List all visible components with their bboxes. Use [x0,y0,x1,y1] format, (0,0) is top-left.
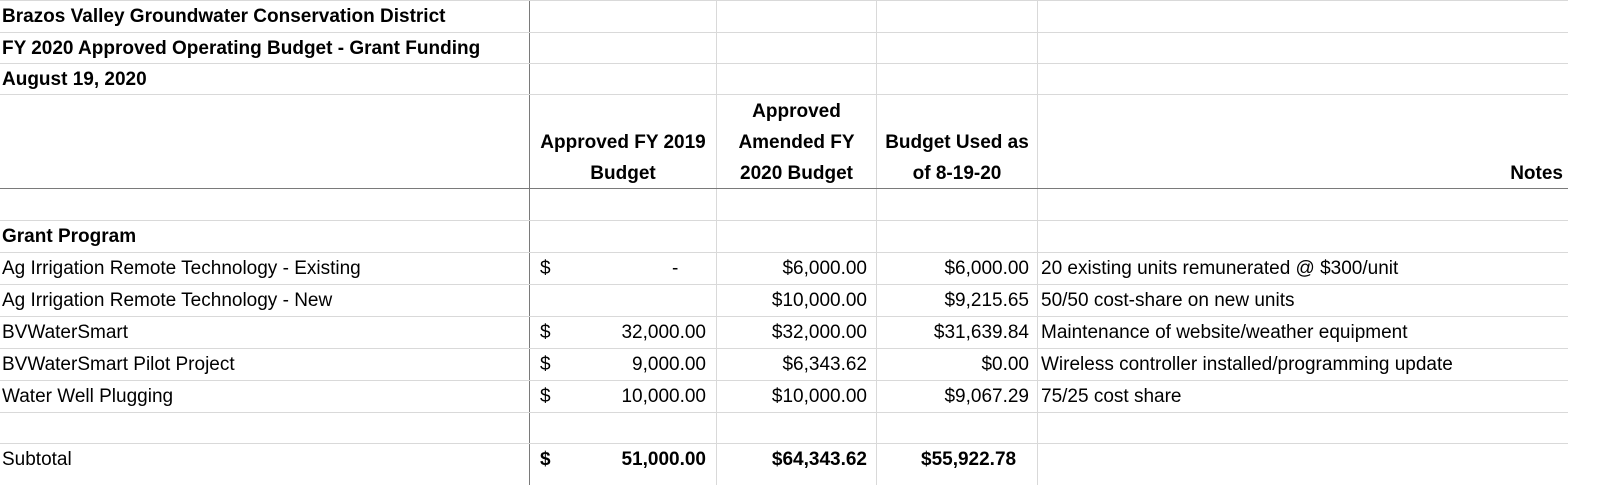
header-fy2020-line-1: Approved [752,101,841,122]
row-dollar-sign: $ [540,354,551,375]
row-fy2020: $6,000.00 [782,258,867,279]
row-fy2019: 10,000.00 [621,386,706,407]
row-dollar-sign: $ [540,322,551,343]
header-fy2019-line-1: Approved FY 2019 [540,132,706,153]
gridline [0,94,1568,95]
header-notes: Notes [1510,163,1563,184]
header-used-line-2: of 8-19-20 [912,163,1002,184]
row-used: $9,215.65 [944,290,1029,311]
row-fy2019: 32,000.00 [621,322,706,343]
row-used: $6,000.00 [944,258,1029,279]
title-line-1: Brazos Valley Groundwater Conservation District [2,6,446,27]
row-note: 20 existing units remunerated @ $300/unit [1041,258,1399,279]
header-fy2019-line-2: Budget [590,163,656,184]
section-label: Grant Program [2,226,137,247]
row-note: 75/25 cost share [1041,386,1182,407]
row-label: Ag Irrigation Remote Technology - Existing [2,258,361,279]
row-label: Water Well Plugging [2,386,174,407]
row-fy2019 [530,285,706,316]
subtotal-fy2020: $64,343.62 [771,449,867,470]
subtotal-label: Subtotal [2,449,72,470]
row-label: BVWaterSmart [2,322,128,343]
subtotal-fy2019: 51,000.00 [621,449,706,470]
row-fy2019: - [672,258,679,279]
row-dollar-sign: $ [540,386,551,407]
row-used: $9,067.29 [944,386,1029,407]
header-fy2020-line-3: 2020 Budget [740,163,853,184]
row-label: BVWaterSmart Pilot Project [2,354,235,375]
row-used: $31,639.84 [933,322,1029,343]
row-note: Wireless controller installed/programming update [1041,354,1453,375]
row-note: Maintenance of website/weather equipment [1041,322,1408,343]
subtotal-used: $55,922.78 [921,449,1017,470]
row-fy2019: 9,000.00 [632,354,706,375]
header-used-line-1: Budget Used as [885,132,1029,153]
gridline [0,220,1568,221]
title-line-3: August 19, 2020 [2,69,147,90]
row-label: Ag Irrigation Remote Technology - New [2,290,333,311]
row-fy2020: $6,343.62 [782,354,867,375]
subtotal-dollar-sign: $ [540,449,551,470]
row-fy2020: $32,000.00 [771,322,867,343]
row-fy2020: $10,000.00 [771,290,867,311]
row-note: 50/50 cost-share on new units [1041,290,1295,311]
row-used: $0.00 [981,354,1029,375]
row-fy2020: $10,000.00 [771,386,867,407]
gridline [0,412,1568,413]
title-line-2: FY 2020 Approved Operating Budget - Grant Funding [2,38,481,59]
header-fy2020-line-2: Amended FY [738,132,855,153]
row-dollar-sign: $ [540,258,551,279]
